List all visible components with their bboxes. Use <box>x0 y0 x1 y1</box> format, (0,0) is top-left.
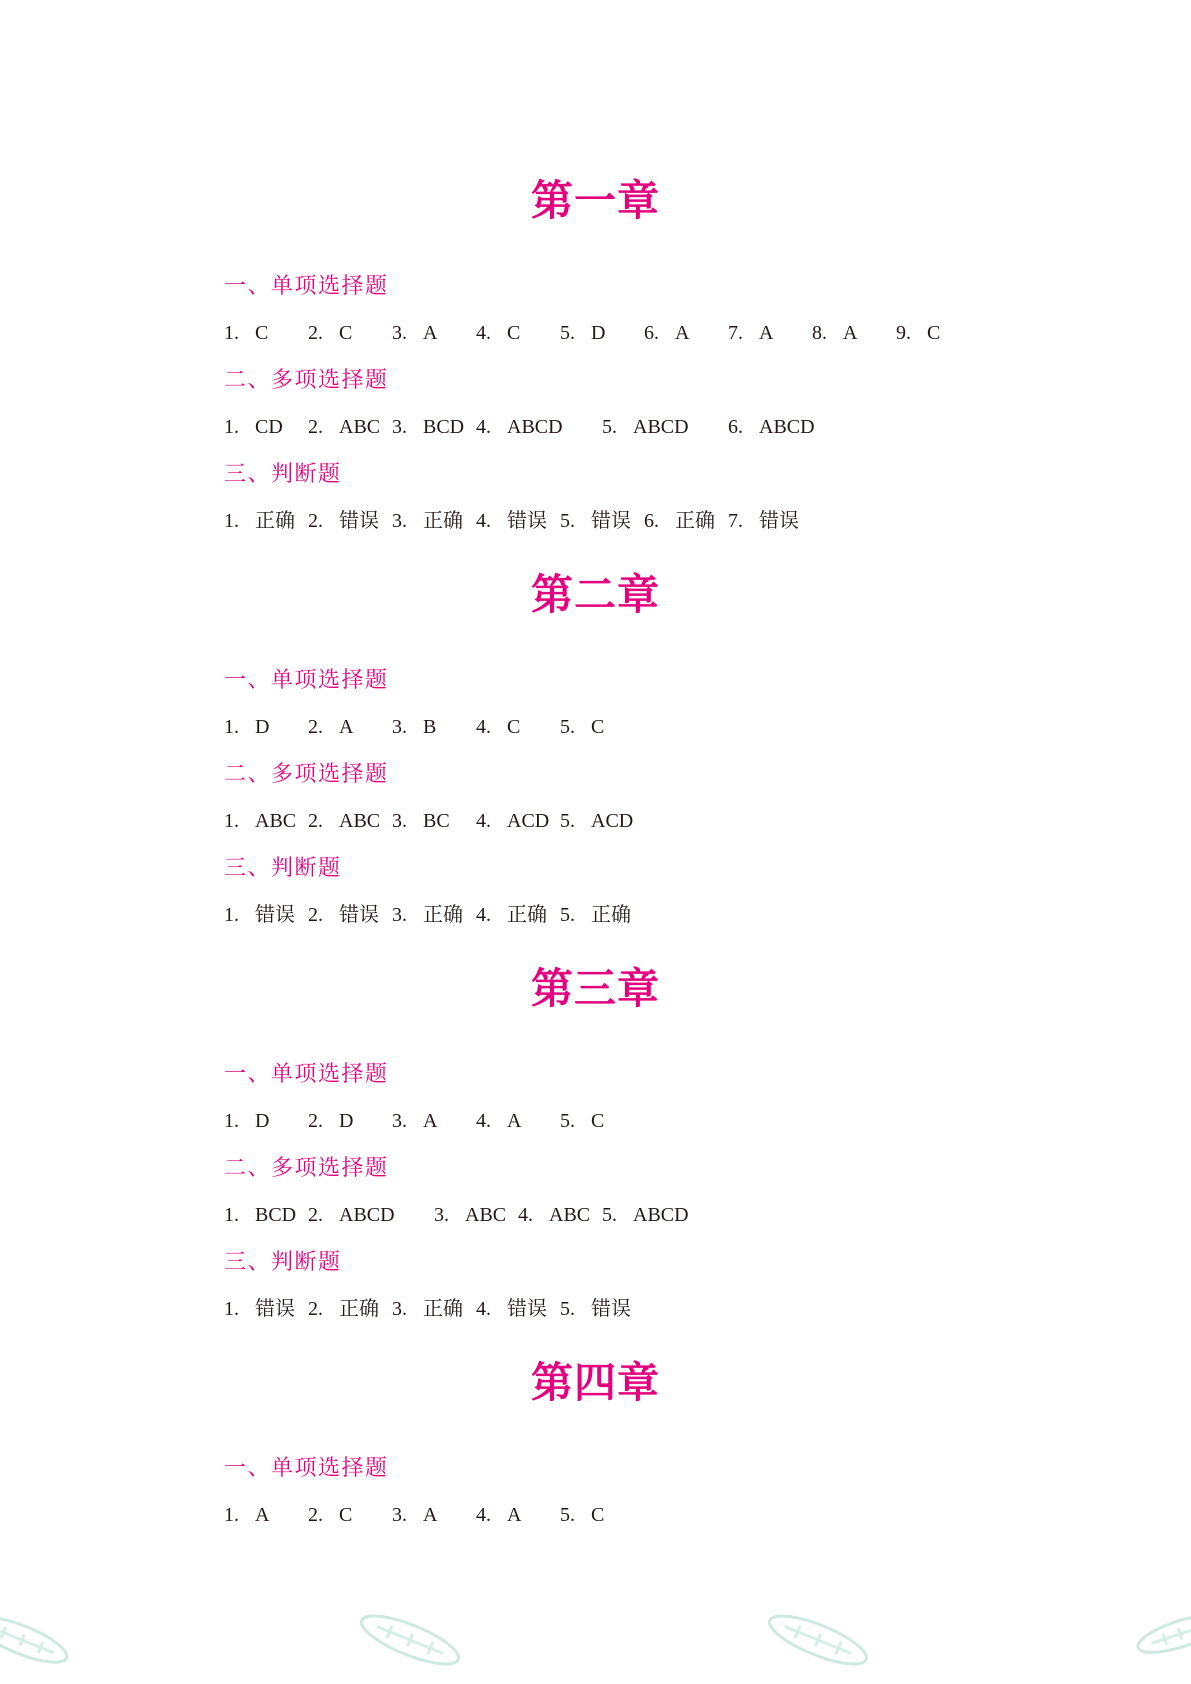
answer-item <box>728 498 812 545</box>
question-number: 4. <box>476 510 491 532</box>
answer-value: D <box>255 1110 270 1132</box>
chapter-title: 第四章 <box>530 1358 660 1407</box>
answer-item <box>308 310 392 357</box>
answer-value: C <box>591 716 605 738</box>
question-number: 5. <box>560 1504 575 1526</box>
question-number: 4. <box>476 416 491 438</box>
question-number: 3. <box>392 416 407 438</box>
question-number: 4. <box>476 1110 491 1132</box>
question-number: 7. <box>728 322 743 344</box>
section-heading: 一、单项选择题 <box>224 274 389 299</box>
question-number: 3. <box>392 904 407 926</box>
answer-value: 错误 <box>339 510 379 532</box>
answer-item <box>224 1286 308 1333</box>
question-number: 1. <box>224 904 239 926</box>
section-heading: 一、单项选择题 <box>224 668 389 693</box>
question-number: 3. <box>392 1298 407 1320</box>
answer-item <box>434 1192 518 1239</box>
answer-value: 正确 <box>423 904 463 926</box>
answer-item <box>476 1098 560 1145</box>
answer-line <box>0 704 1191 751</box>
section-heading: 三、判断题 <box>224 1250 342 1275</box>
answer-value: A <box>255 1504 270 1526</box>
answer-value: 正确 <box>255 510 295 532</box>
answer-value: 正确 <box>423 510 463 532</box>
question-number: 5. <box>560 810 575 832</box>
answer-item <box>476 310 560 357</box>
answer-item <box>560 1098 644 1145</box>
answer-value: ABCD <box>633 1204 689 1226</box>
answer-value: 正确 <box>591 904 631 926</box>
answer-item <box>224 310 308 357</box>
question-number: 6. <box>644 322 659 344</box>
answer-item <box>224 1098 308 1145</box>
answer-value: ABC <box>339 416 381 438</box>
answer-item <box>644 310 728 357</box>
answer-item <box>518 1192 602 1239</box>
answer-line <box>0 310 1191 357</box>
question-number: 4. <box>476 322 491 344</box>
question-number: 2. <box>308 1204 323 1226</box>
answer-item <box>812 310 896 357</box>
answer-value: C <box>507 716 521 738</box>
answer-value: C <box>339 1504 353 1526</box>
watermark-logo <box>764 1607 872 1674</box>
chapter <box>0 171 1191 545</box>
answer-item <box>560 1286 644 1333</box>
section-heading: 一、单项选择题 <box>224 1062 389 1087</box>
question-number: 5. <box>560 1298 575 1320</box>
answer-line <box>0 1286 1191 1333</box>
answer-item <box>392 704 476 751</box>
question-number: 3. <box>434 1204 449 1226</box>
answer-line <box>0 1192 1191 1239</box>
answer-item <box>224 1492 308 1539</box>
answer-item <box>224 892 308 939</box>
question-number: 4. <box>476 810 491 832</box>
answer-item <box>308 1098 392 1145</box>
question-number: 1. <box>224 716 239 738</box>
answer-line <box>0 1098 1191 1145</box>
section-heading: 三、判断题 <box>224 462 342 487</box>
answer-value: ABC <box>339 810 381 832</box>
answer-item <box>602 404 728 451</box>
section-heading: 二、多项选择题 <box>224 1156 389 1181</box>
answer-value: 正确 <box>339 1298 379 1320</box>
answer-item <box>392 892 476 939</box>
answer-value: C <box>927 322 941 344</box>
question-number: 9. <box>896 322 911 344</box>
question-number: 6. <box>644 510 659 532</box>
question-number: 3. <box>392 510 407 532</box>
answer-item <box>476 798 560 845</box>
answer-value: A <box>507 1110 522 1132</box>
watermark-logo <box>1134 1608 1191 1660</box>
question-number: 1. <box>224 1298 239 1320</box>
answer-value: D <box>591 322 606 344</box>
answer-value: CD <box>255 416 283 438</box>
answer-value: D <box>339 1110 354 1132</box>
answer-line <box>0 798 1191 845</box>
answer-item <box>476 1286 560 1333</box>
question-number: 1. <box>224 810 239 832</box>
answer-value: ABCD <box>633 416 689 438</box>
answer-item <box>224 404 308 451</box>
question-number: 1. <box>224 1504 239 1526</box>
answer-item <box>224 1192 308 1239</box>
answer-item <box>476 498 560 545</box>
answer-item <box>476 892 560 939</box>
question-number: 3. <box>392 1504 407 1526</box>
chapter-title: 第一章 <box>530 176 660 225</box>
question-number: 3. <box>392 322 407 344</box>
answer-item <box>476 404 602 451</box>
answer-item <box>476 704 560 751</box>
answer-item <box>392 798 476 845</box>
answer-value: A <box>339 716 354 738</box>
answer-item <box>392 404 476 451</box>
question-number: 1. <box>224 510 239 532</box>
answer-value: ACD <box>591 810 634 832</box>
answer-value: C <box>255 322 269 344</box>
question-number: 7. <box>728 510 743 532</box>
question-number: 5. <box>602 416 617 438</box>
answer-item <box>308 892 392 939</box>
question-number: 6. <box>728 416 743 438</box>
question-number: 5. <box>560 1110 575 1132</box>
answer-value: A <box>507 1504 522 1526</box>
answer-value: BCD <box>423 416 465 438</box>
answer-item <box>896 310 980 357</box>
question-number: 1. <box>224 1204 239 1226</box>
answer-value: 错误 <box>339 904 379 926</box>
watermark-logo <box>356 1607 464 1674</box>
answer-value: A <box>843 322 858 344</box>
answer-value: ABC <box>549 1204 591 1226</box>
answer-value: ABC <box>255 810 297 832</box>
answer-item <box>224 704 308 751</box>
watermark-logo <box>0 1609 72 1671</box>
answer-value: 错误 <box>759 510 799 532</box>
answer-item <box>308 404 392 451</box>
section-heading: 三、判断题 <box>224 856 342 881</box>
answer-value: B <box>423 716 437 738</box>
chapter <box>0 959 1191 1333</box>
answer-item <box>392 1492 476 1539</box>
question-number: 2. <box>308 904 323 926</box>
question-number: 1. <box>224 416 239 438</box>
answer-item <box>644 498 728 545</box>
answer-item <box>560 1492 644 1539</box>
answer-value: 错误 <box>591 510 631 532</box>
answer-value: A <box>675 322 690 344</box>
answer-line <box>0 404 1191 451</box>
answer-value: 正确 <box>507 904 547 926</box>
question-number: 5. <box>560 322 575 344</box>
answer-item <box>602 1192 728 1239</box>
question-number: 5. <box>560 904 575 926</box>
answer-item <box>560 498 644 545</box>
answer-value: C <box>339 322 353 344</box>
answer-item <box>224 498 308 545</box>
answer-item <box>224 798 308 845</box>
answer-line <box>0 1492 1191 1539</box>
question-number: 2. <box>308 1298 323 1320</box>
answer-value: C <box>591 1504 605 1526</box>
question-number: 3. <box>392 1110 407 1132</box>
answer-item <box>308 1286 392 1333</box>
answer-value: BCD <box>255 1204 297 1226</box>
watermark-strip <box>0 1600 1191 1684</box>
answer-line <box>0 892 1191 939</box>
question-number: 2. <box>308 322 323 344</box>
answer-value: A <box>423 1110 438 1132</box>
answer-value: 错误 <box>255 1298 295 1320</box>
answer-value: A <box>423 1504 438 1526</box>
chapter <box>0 1353 1191 1539</box>
answer-value: 错误 <box>507 1298 547 1320</box>
answer-item <box>728 310 812 357</box>
answer-value: 错误 <box>507 510 547 532</box>
section-heading: 二、多项选择题 <box>224 368 389 393</box>
question-number: 4. <box>476 904 491 926</box>
answer-item <box>308 1492 392 1539</box>
question-number: 4. <box>518 1204 533 1226</box>
answer-item <box>392 310 476 357</box>
question-number: 1. <box>224 1110 239 1132</box>
answer-item <box>392 1286 476 1333</box>
answer-value: 正确 <box>423 1298 463 1320</box>
question-number: 2. <box>308 1110 323 1132</box>
answer-value: BC <box>423 810 450 832</box>
section-heading: 二、多项选择题 <box>224 762 389 787</box>
answer-item <box>392 1098 476 1145</box>
answer-value: D <box>255 716 270 738</box>
answer-value: C <box>507 322 521 344</box>
question-number: 4. <box>476 716 491 738</box>
question-number: 5. <box>602 1204 617 1226</box>
answer-value: 正确 <box>675 510 715 532</box>
answer-item <box>308 704 392 751</box>
question-number: 2. <box>308 810 323 832</box>
question-number: 2. <box>308 1504 323 1526</box>
question-number: 1. <box>224 322 239 344</box>
answer-item <box>476 1492 560 1539</box>
answer-item <box>308 798 392 845</box>
question-number: 2. <box>308 510 323 532</box>
question-number: 3. <box>392 716 407 738</box>
question-number: 4. <box>476 1298 491 1320</box>
answer-value: ABCD <box>507 416 563 438</box>
answer-value: A <box>423 322 438 344</box>
answer-item <box>392 498 476 545</box>
question-number: 5. <box>560 716 575 738</box>
answer-value: ABCD <box>759 416 815 438</box>
chapter-title: 第二章 <box>530 570 660 619</box>
question-number: 5. <box>560 510 575 532</box>
answer-value: ABCD <box>339 1204 395 1226</box>
question-number: 8. <box>812 322 827 344</box>
section-heading: 一、单项选择题 <box>224 1456 389 1481</box>
answer-item <box>560 892 644 939</box>
answer-item <box>308 498 392 545</box>
answer-item <box>560 704 644 751</box>
answer-value: ABC <box>465 1204 507 1226</box>
answer-line <box>0 498 1191 545</box>
question-number: 3. <box>392 810 407 832</box>
question-number: 2. <box>308 716 323 738</box>
answer-item <box>308 1192 434 1239</box>
question-number: 2. <box>308 416 323 438</box>
answer-value: 错误 <box>591 1298 631 1320</box>
answer-item <box>560 798 644 845</box>
answer-item <box>728 404 854 451</box>
answer-value: A <box>759 322 774 344</box>
answer-value: 错误 <box>255 904 295 926</box>
answer-value: C <box>591 1110 605 1132</box>
chapter-title: 第三章 <box>530 964 660 1013</box>
answer-value: ACD <box>507 810 550 832</box>
answer-item <box>560 310 644 357</box>
chapter <box>0 565 1191 939</box>
question-number: 4. <box>476 1504 491 1526</box>
